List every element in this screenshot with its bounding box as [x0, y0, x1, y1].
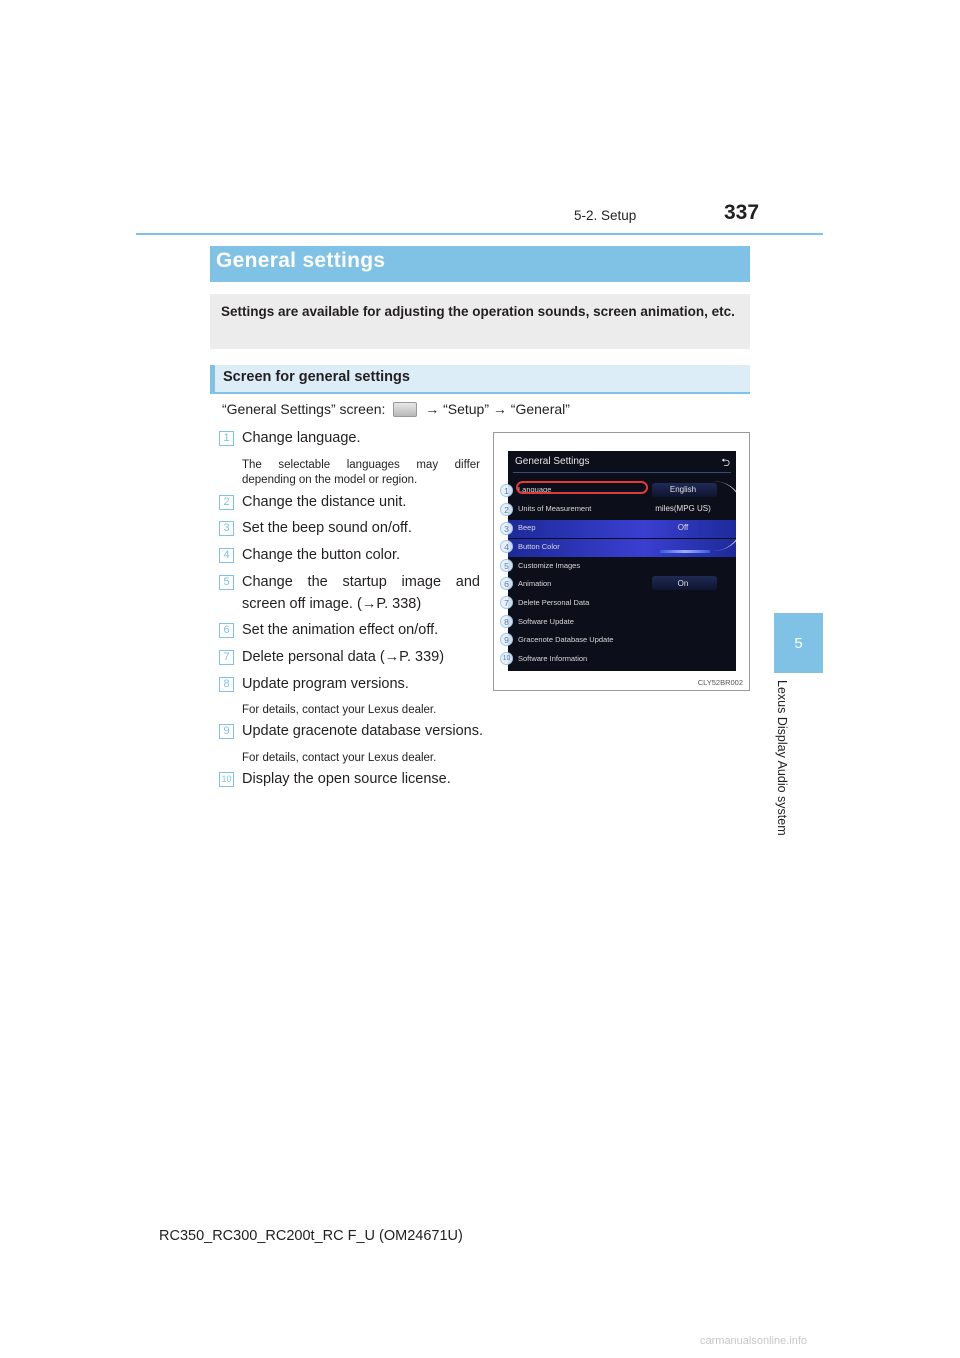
watermark: carmanualsonline.info	[700, 1335, 808, 1347]
callout-badge: 4	[500, 540, 513, 553]
menu-button-icon	[393, 402, 417, 417]
item-number-badge: 6	[219, 623, 234, 638]
item-note: The selectable languages may differ depending on the model or region.	[242, 459, 480, 486]
row-label: Delete Personal Data	[518, 598, 590, 607]
chapter-number: 5	[794, 634, 803, 652]
subsection-title: Screen for general settings	[223, 369, 410, 385]
nav-step-general: “General”	[510, 401, 570, 417]
section-title: General settings	[216, 249, 386, 272]
screen-row-gracenote	[508, 632, 736, 650]
chapter-title-vertical	[775, 680, 795, 860]
row-label: Gracenote Database Update	[518, 635, 614, 644]
item-number-badge: 1	[219, 431, 234, 446]
row-label: Software Information	[518, 654, 588, 663]
callout-badge: 2	[500, 503, 513, 516]
row-value: English	[669, 485, 697, 494]
callout-badge: 8	[500, 615, 513, 628]
section-title-bar	[210, 246, 750, 282]
screen-row-units	[508, 501, 736, 519]
language-highlight-ring	[516, 481, 648, 494]
nav-step-setup: “Setup”	[443, 401, 489, 417]
display-screen	[508, 451, 736, 671]
nav-arrow-icon: →	[492, 401, 507, 417]
item-text: Update gracenote database versions.	[242, 723, 484, 739]
item-number-badge: 10	[219, 772, 234, 787]
navigation-path	[222, 401, 570, 418]
figure-code: CLY52BR002	[697, 678, 743, 687]
row-value: On	[677, 579, 689, 588]
callout-badge: 3	[500, 522, 513, 535]
item-text: Display the open source license.	[242, 771, 451, 787]
callout-badge: 9	[500, 633, 513, 646]
general-settings-screenshot	[493, 432, 750, 691]
item-text: Change the distance unit.	[242, 494, 407, 510]
item-number-badge: 3	[219, 521, 234, 536]
item-text: Change the button color.	[242, 547, 401, 563]
screen-row-software-info	[508, 651, 736, 669]
row-label: Animation	[518, 579, 552, 588]
screen-row-delete-data	[508, 595, 736, 613]
back-icon: ⮌	[721, 457, 730, 469]
item-number-badge: 4	[219, 548, 234, 563]
scroll-arc-indicator	[713, 481, 736, 551]
nav-arrow-icon: →	[425, 401, 440, 417]
screen-row-animation	[508, 576, 736, 594]
item-text: Set the beep sound on/off.	[242, 520, 412, 536]
row-label: Software Update	[518, 617, 574, 626]
nav-prefix: “General Settings” screen:	[222, 401, 386, 417]
callout-badge: 7	[500, 596, 513, 609]
callout-badge: 1	[500, 484, 513, 497]
item-text: Update program versions.	[242, 676, 409, 692]
row-label: Language	[518, 485, 552, 494]
header-divider	[136, 233, 823, 235]
row-label: Customize Images	[518, 561, 581, 570]
item-number-badge: 5	[219, 575, 234, 590]
footer-model-code: RC350_RC300_RC200t_RC F_U (OM24671U)	[159, 1228, 463, 1244]
screen-row-customize-images	[508, 558, 736, 576]
button-color-swatch	[660, 550, 710, 553]
item-number-badge: 7	[219, 650, 234, 665]
item-text: Change the startup image and screen off image. (→P. 338)	[242, 574, 480, 612]
screen-row-beep	[508, 520, 736, 538]
screen-row-software-update	[508, 614, 736, 632]
chapter-title: Lexus Display Audio system	[775, 680, 789, 836]
screen-row-button-color	[508, 539, 736, 557]
row-label: Units of Measurement	[518, 504, 592, 513]
screen-title: General Settings	[515, 456, 590, 467]
page-number: 337	[724, 201, 760, 224]
callout-badge: 10	[500, 652, 513, 665]
item-text: Change language.	[242, 430, 361, 446]
item-note: For details, contact your Lexus dealer.	[242, 704, 437, 716]
row-value: miles(MPG US)	[655, 504, 711, 513]
item-number-badge: 8	[219, 677, 234, 692]
item-text: Delete personal data (→P. 339)	[242, 649, 445, 665]
callout-badge: 5	[500, 559, 513, 572]
row-label: Button Color	[518, 542, 560, 551]
row-value: Off	[677, 523, 689, 532]
item-note: For details, contact your Lexus dealer.	[242, 752, 437, 764]
callout-badge: 6	[500, 577, 513, 590]
subsection-bar	[210, 365, 750, 394]
chapter-tab	[774, 613, 823, 673]
row-label: Beep	[518, 523, 536, 532]
item-text: Set the animation effect on/off.	[242, 622, 439, 638]
section-header: 5-2. Setup	[574, 208, 637, 223]
intro-text: Settings are available for adjusting the operation sounds, screen animation, etc.	[221, 304, 735, 319]
item-number-badge: 2	[219, 495, 234, 510]
item-number-badge: 9	[219, 724, 234, 739]
intro-box	[210, 294, 750, 349]
screen-divider	[513, 472, 731, 473]
